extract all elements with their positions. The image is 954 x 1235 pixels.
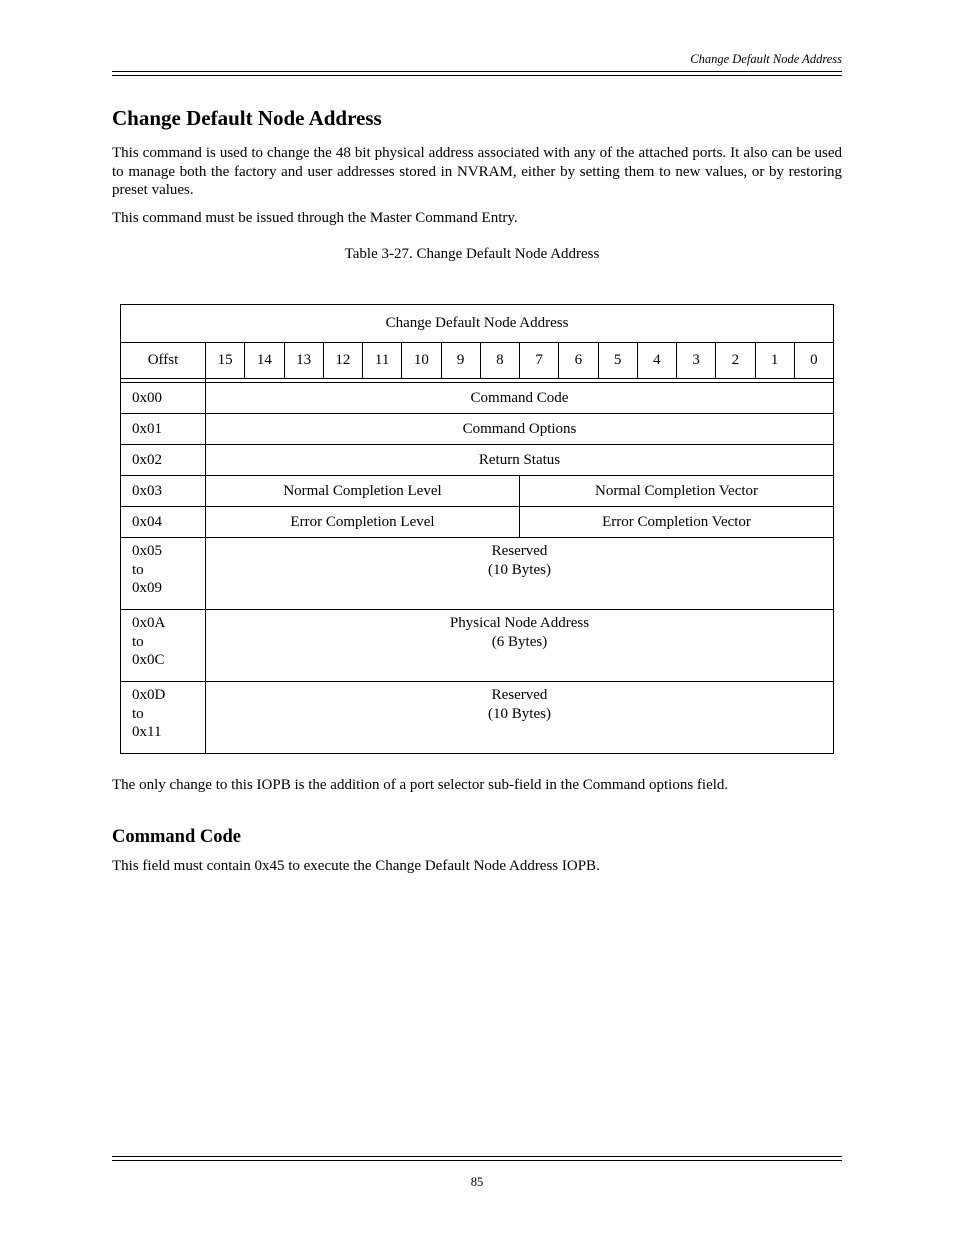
bit-header: 7 bbox=[520, 343, 559, 379]
section-title: Change Default Node Address bbox=[112, 106, 382, 130]
table-row bbox=[121, 538, 834, 610]
row-offset: 0x0A to 0x0C bbox=[121, 610, 206, 682]
table-row bbox=[121, 414, 834, 445]
row-offset: 0x01 bbox=[121, 414, 206, 445]
row-offset: 0x04 bbox=[121, 507, 206, 538]
table-title: Change Default Node Address bbox=[121, 305, 834, 343]
row-field-low-byte: Normal Completion Vector bbox=[520, 476, 834, 507]
table-row bbox=[121, 476, 834, 507]
bit-header-row bbox=[121, 343, 834, 379]
bit-header: 10 bbox=[402, 343, 441, 379]
row-field: Physical Node Address (6 Bytes) bbox=[206, 610, 834, 682]
iopb-note: The only change to this IOPB is the addition of a port selector sub-field in the Command options field. bbox=[112, 777, 729, 793]
footer-rule bbox=[112, 1156, 842, 1157]
offset-header: Offst bbox=[121, 343, 206, 379]
row-offset: 0x0D to 0x11 bbox=[121, 682, 206, 754]
row-field: Reserved (10 Bytes) bbox=[206, 682, 834, 754]
bit-header: 11 bbox=[363, 343, 402, 379]
row-offset: 0x03 bbox=[121, 476, 206, 507]
bit-header: 13 bbox=[284, 343, 323, 379]
header-rule bbox=[112, 75, 842, 76]
table-row bbox=[121, 610, 834, 682]
row-field: Reserved (10 Bytes) bbox=[206, 538, 834, 610]
iopb-table bbox=[120, 304, 834, 754]
running-header: Change Default Node Address bbox=[690, 52, 842, 66]
bit-header: 5 bbox=[598, 343, 637, 379]
bit-header: 2 bbox=[716, 343, 755, 379]
bit-header: 14 bbox=[245, 343, 284, 379]
row-offset: 0x05 to 0x09 bbox=[121, 538, 206, 610]
row-field: Command Options bbox=[206, 414, 834, 445]
table-caption: Table 3-27. Change Default Node Address bbox=[344, 246, 600, 262]
bit-header: 3 bbox=[677, 343, 716, 379]
subsection-title: Command Code bbox=[112, 826, 241, 847]
table-row bbox=[121, 682, 834, 754]
section-content bbox=[112, 104, 842, 264]
after-table-content bbox=[112, 776, 842, 884]
bit-header: 8 bbox=[480, 343, 519, 379]
intro-paragraph: This command is used to change the 48 bit physical address associated with any of the attached ports. It also can be used to manage both the factory and user addresses stored in NVRAM, either by setting them to new values, or by restoring preset values. bbox=[112, 145, 842, 198]
table-row bbox=[121, 383, 834, 414]
table-row bbox=[121, 445, 834, 476]
row-offset: 0x02 bbox=[121, 445, 206, 476]
bit-header: 0 bbox=[794, 343, 833, 379]
row-field-high-byte: Error Completion Level bbox=[206, 507, 520, 538]
bit-header: 9 bbox=[441, 343, 480, 379]
header-rule bbox=[112, 71, 842, 72]
bit-header: 6 bbox=[559, 343, 598, 379]
bit-header: 12 bbox=[323, 343, 362, 379]
row-field: Return Status bbox=[206, 445, 834, 476]
subsection-text: This field must contain 0x45 to execute the Change Default Node Address IOPB. bbox=[112, 857, 600, 874]
table-row bbox=[121, 507, 834, 538]
bit-header: 4 bbox=[637, 343, 676, 379]
footer-rule bbox=[112, 1160, 842, 1161]
row-field: Command Code bbox=[206, 383, 834, 414]
bit-header: 1 bbox=[755, 343, 794, 379]
row-offset: 0x00 bbox=[121, 383, 206, 414]
bit-header: 15 bbox=[206, 343, 245, 379]
intro-paragraph: This command must be issued through the Master Command Entry. bbox=[112, 209, 518, 226]
row-field-low-byte: Error Completion Vector bbox=[520, 507, 834, 538]
page-number: 85 bbox=[470, 1175, 484, 1189]
row-field-high-byte: Normal Completion Level bbox=[206, 476, 520, 507]
